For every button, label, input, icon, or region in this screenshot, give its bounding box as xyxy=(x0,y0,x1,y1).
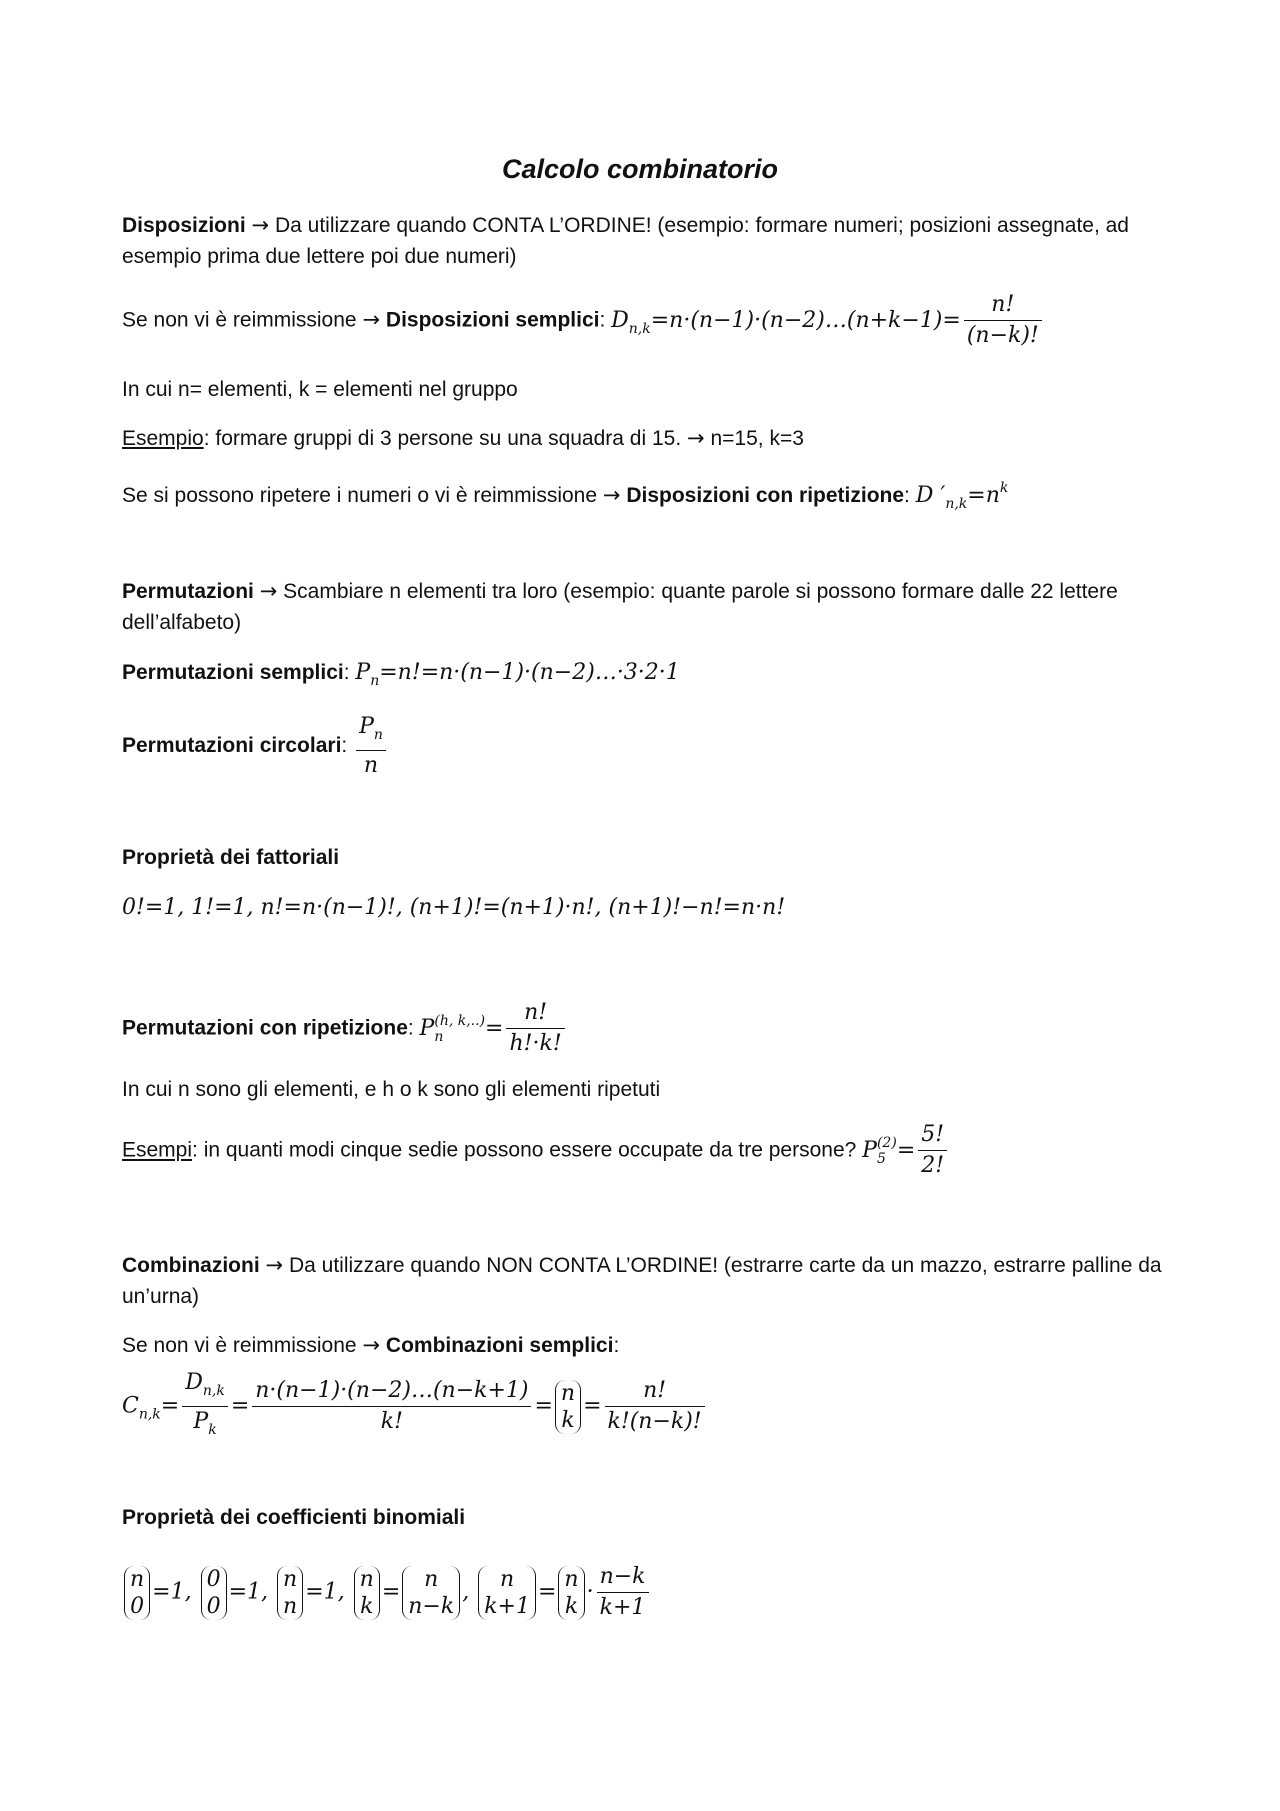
fraction-denominator: 2! xyxy=(921,1153,945,1178)
combinazioni-heading: Combinazioni xyxy=(122,1254,260,1277)
formula-subscript: n xyxy=(370,673,380,689)
combinazioni-description: Da utilizzare quando NON CONTA L’ORDINE! (estrarre carte da un mazzo, estrarre palline da un’urna) xyxy=(122,1254,1162,1308)
fraction-numerator: 5! xyxy=(918,1120,947,1151)
combinazioni-semplici-line: Se non vi è reimmissione → Combinazioni semplici: xyxy=(122,1333,620,1357)
disposizioni-description: Da utilizzare quando CONTA L’ORDINE! (esempio: formare numeri; posizioni assegnate, ad esempio prima due lettere poi due numeri) xyxy=(122,214,1129,268)
formula-subscript: n,k xyxy=(945,496,968,512)
fraction xyxy=(182,1368,228,1445)
ripetizione-label: Disposizioni con ripetizione xyxy=(626,484,905,507)
formula-expression: =n·(n−1)·(n−2)…(n+k−1)= xyxy=(650,307,961,333)
binomial-top: n xyxy=(500,1566,515,1592)
fraction-numerator xyxy=(356,712,386,751)
formula-superscript: k xyxy=(999,480,1009,496)
formula-indices xyxy=(434,1013,485,1045)
formula-symbol: P xyxy=(359,714,374,739)
esempio-label: Esempio xyxy=(122,427,204,450)
section-heading: Proprietà dei coefficienti binomiali xyxy=(122,1506,466,1529)
fraction-denominator: k+1 xyxy=(599,1595,646,1620)
fraction xyxy=(356,712,386,781)
disposizioni-ripetizione-line: Se si possono ripetere i numeri o vi è reimmissione → Disposizioni con ripetizione: D $'_{n,k}=n^k$ xyxy=(122,480,1009,512)
fraction xyxy=(918,1120,947,1181)
formula-symbol: P xyxy=(355,660,371,685)
esempi-formula: P (2) 5 = $\frac{5!}{2!}$ xyxy=(862,1138,950,1163)
fraction-denominator: k! xyxy=(380,1409,403,1434)
disposizioni-heading: Disposizioni xyxy=(122,214,246,237)
perm-ripetizione-esempi xyxy=(122,1120,950,1181)
formula-subscript: n xyxy=(434,1028,444,1045)
binomiali-heading xyxy=(122,1502,465,1533)
formula-symbol: D xyxy=(611,307,629,333)
esempi-label: Esempi xyxy=(122,1138,193,1162)
binomial-bottom: 0 xyxy=(130,1593,145,1619)
formula-symbol: C xyxy=(122,1393,139,1419)
fattoriali-formula: 0!=1, 1!=1, n!=n·(n−1)!, (n+1)!=(n+1)·n!, (n+1)!−n!=n·n! xyxy=(122,895,786,920)
esempio-text: : formare gruppi di 3 persone su una squadra di 15. xyxy=(203,427,682,450)
formula-expression: =1, xyxy=(228,1579,269,1605)
binomial-bottom: k+1 xyxy=(484,1593,530,1619)
formula-subscript: n,k xyxy=(138,1406,161,1423)
fraction-denominator xyxy=(182,1407,228,1445)
fraction-numerator: n−k xyxy=(597,1562,649,1593)
binomial-top: n xyxy=(564,1566,579,1592)
formula-subscript: n xyxy=(373,727,383,743)
disposizioni-semplici-formula xyxy=(611,292,1045,348)
binomial xyxy=(402,1566,460,1620)
binomial-top: n xyxy=(424,1566,439,1592)
disposizioni-semplici-intro: Se non vi è reimmissione xyxy=(122,308,357,332)
fraction-denominator: h!·k! xyxy=(509,1031,562,1056)
formula-indices xyxy=(877,1135,897,1167)
fraction-denominator: k!(n−k)! xyxy=(607,1409,702,1434)
formula-symbol: P xyxy=(193,1409,209,1434)
binomial-bottom: n xyxy=(283,1593,298,1619)
fraction-numerator: n·(n−1)·(n−2)…(n−k+1) xyxy=(252,1376,531,1407)
fraction-denominator: (n−k)! xyxy=(966,323,1039,348)
binomial xyxy=(478,1566,536,1620)
combinazioni-semplici-intro: Se non vi è reimmissione xyxy=(122,1334,357,1357)
formula-expression: =n xyxy=(967,483,1000,508)
fraction xyxy=(597,1562,649,1623)
formula-expression: =n!=n·(n−1)·(n−2)…·3·2·1 xyxy=(379,660,680,685)
esempio-result: n=15, k=3 xyxy=(710,427,804,450)
binomial-bottom: n−k xyxy=(408,1593,455,1619)
binomial-bottom: 0 xyxy=(206,1593,221,1619)
perm-ripetizione-incui: In cui n sono gli elementi, e h o k sono gli elementi ripetuti xyxy=(122,1078,661,1101)
combinazioni-formula: $C_{n,k}=$ $\frac{D_{n,k}}{P_k}$ = $\frac{n\cdot(n-1)\cdot(n-2)\dots(n-k+1)}{k!}$ = n k = $\frac{n!}{k!(n-k)!}$ xyxy=(122,1368,708,1445)
arrow-icon: → xyxy=(362,307,381,332)
fraction xyxy=(252,1376,531,1437)
formula-symbol: D ′ xyxy=(915,483,946,508)
combinazioni-paragraph xyxy=(122,1250,1182,1312)
formula-subscript: n,k xyxy=(628,320,651,337)
fraction-numerator: n! xyxy=(964,290,1042,321)
binomial-bottom: k xyxy=(360,1593,374,1619)
arrow-icon: → xyxy=(687,426,705,450)
binomial-top: n xyxy=(560,1380,576,1406)
ripetizione-intro: Se si possono ripetere i numeri o vi è reimmissione xyxy=(122,484,598,507)
binomial xyxy=(201,1566,227,1620)
perm-ripetizione-line: Permutazioni con ripetizione: P (h, k,..) n = $\frac{n!}{h!\cdot k!}$ xyxy=(122,998,568,1059)
permutazioni-description: Scambiare n elementi tra loro (esempio: quante parole si possono formare dalle 22 lettere dell’alfabeto) xyxy=(122,580,1118,634)
combinazioni-semplici-label: Combinazioni semplici xyxy=(385,1334,614,1357)
permutazioni-semplici-line: Permutazioni semplici: $P_n=n!=n\cdot(n-1)\cdot(n-2)\dots\cdot 3\cdot 2\cdot 1$ xyxy=(122,660,680,689)
fraction-numerator: n! xyxy=(506,998,564,1029)
permutazioni-heading: Permutazioni xyxy=(122,580,254,603)
ripetizione-formula xyxy=(915,480,1009,512)
arrow-icon: → xyxy=(265,1253,284,1277)
binomial xyxy=(277,1566,303,1620)
binomial xyxy=(124,1566,150,1620)
fraction-numerator: n! xyxy=(605,1376,705,1407)
disposizioni-semplici-label: Disposizioni semplici xyxy=(385,308,600,332)
binomial-top: 0 xyxy=(206,1566,221,1592)
permutazioni-semplici-label: Permutazioni semplici xyxy=(122,661,344,684)
formula-expression: =1, xyxy=(305,1579,345,1605)
binomial xyxy=(354,1566,380,1620)
disposizioni-incui: In cui n= elementi, k = elementi nel gruppo xyxy=(122,378,518,401)
formula-symbol: P xyxy=(862,1137,877,1163)
disposizioni-esempio xyxy=(122,423,804,454)
formula-symbol: P xyxy=(419,1015,435,1041)
perm-ripetizione-label: Permutazioni con ripetizione xyxy=(122,1016,408,1040)
permutazioni-circolari-line: Permutazioni circolari: $\frac{P_n}{n}$ xyxy=(122,712,389,781)
permutazioni-paragraph xyxy=(122,576,1182,638)
binomial xyxy=(555,1380,581,1434)
fraction xyxy=(964,290,1042,351)
formula-subscript: 5 xyxy=(876,1150,886,1167)
section-heading: Proprietà dei fattoriali xyxy=(122,846,340,869)
arrow-icon: → xyxy=(602,483,621,507)
formula-expression: =1, xyxy=(152,1579,192,1605)
binomial-bottom: k xyxy=(564,1593,579,1619)
fraction-numerator xyxy=(182,1368,228,1407)
fattoriali-heading xyxy=(122,842,339,873)
binomial-top: n xyxy=(359,1566,374,1592)
fraction xyxy=(506,998,564,1059)
formula-symbol: D xyxy=(185,1370,203,1395)
fraction xyxy=(605,1376,705,1437)
formula-superscript: (2) xyxy=(876,1134,897,1151)
page-title: Calcolo combinatorio xyxy=(501,154,779,184)
disposizioni-paragraph xyxy=(122,210,1182,272)
arrow-icon: → xyxy=(362,1333,381,1357)
binomiali-formula: n 0 =1, 0 0 =1, n n =1, n k = n n−k , n k+1 = n k · $\frac{n-k}{k+1}$ xyxy=(122,1562,652,1623)
binomial-top: n xyxy=(130,1566,145,1592)
esempi-text: : in quanti modi cinque sedie possono essere occupate da tre persone? xyxy=(192,1138,857,1162)
arrow-icon: → xyxy=(251,213,270,237)
formula-superscript: (h, k,..) xyxy=(434,1012,486,1029)
binomial-bottom: k xyxy=(561,1407,575,1433)
binomial xyxy=(558,1566,584,1620)
formula-subscript: k xyxy=(208,1422,217,1438)
fraction-denominator: n xyxy=(363,753,379,778)
disposizioni-semplici-line: Se non vi è reimmissione → Disposizioni semplici: $D_{n,k}=n\cdot(n-1)\cdot(n-2)\dots(n+k-1)=$ $\frac{n!}{(n-k)!}$ xyxy=(122,290,1045,351)
perm-ripetizione-formula: P (h, k,..) n = $\frac{n!}{h!\cdot k!}$ xyxy=(420,1016,568,1041)
arrow-icon: → xyxy=(259,579,278,603)
permutazioni-circolari-label: Permutazioni circolari xyxy=(122,734,342,758)
formula-subscript: n,k xyxy=(202,1383,225,1399)
binomial-top: n xyxy=(283,1566,298,1592)
permutazioni-semplici-formula xyxy=(355,660,680,689)
